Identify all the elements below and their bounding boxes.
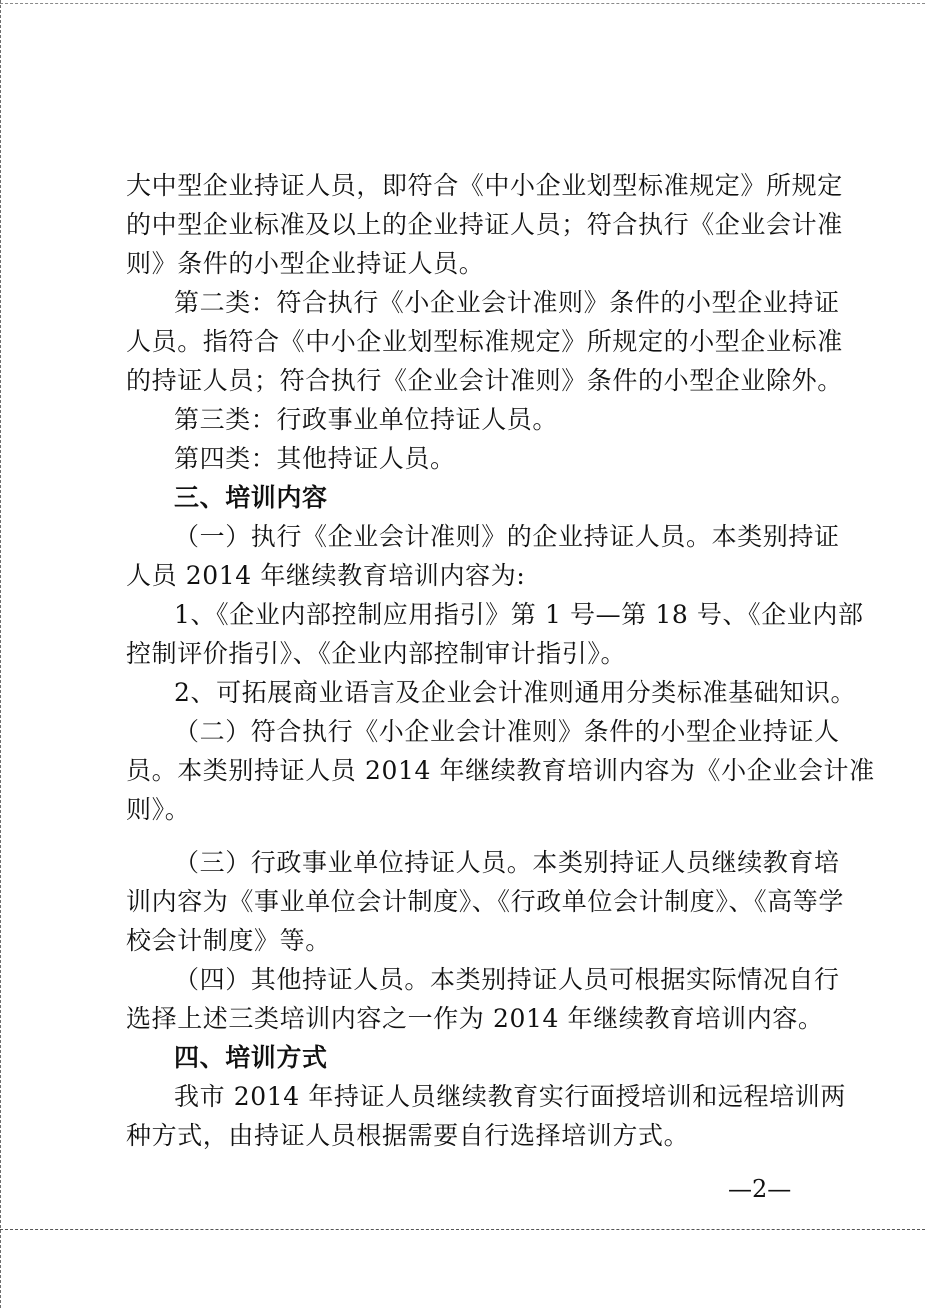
- paragraph-line: 控制评价指引》、《企业内部控制审计指引》。: [126, 639, 627, 668]
- paragraph-line: 第二类：符合执行《小企业会计准则》条件的小型企业持证: [174, 288, 840, 317]
- paragraph-line: 人员。指符合《中小企业划型标准规定》所规定的小型企业标准: [126, 327, 843, 356]
- paragraph-line: （一）执行《企业会计准则》的企业持证人员。本类别持证: [174, 522, 840, 551]
- paragraph-line: 训内容为《事业单位会计制度》、《行政单位会计制度》、《高等学: [126, 887, 845, 916]
- paragraph-line: 人员 2014 年继续教育培训内容为:: [126, 561, 526, 590]
- document-body: [126, 166, 875, 1155]
- paragraph-line: 我市 2014 年持证人员继续教育实行面授培训和远程培训两: [174, 1082, 846, 1111]
- scan-bottom-line: [0, 1229, 925, 1230]
- paragraph-line: 的中型企业标准及以上的企业持证人员；符合执行《企业会计准: [126, 210, 843, 239]
- paragraph-line: （四）其他持证人员。本类别持证人员可根据实际情况自行: [174, 965, 840, 994]
- paragraph-line: 第四类：其他持证人员。: [174, 444, 456, 473]
- paragraph-line: 员。本类别持证人员 2014 年继续教育培训内容为《小企业会计准: [126, 756, 875, 785]
- scan-top-line: [0, 3, 925, 4]
- paragraph-line: 则》条件的小型企业持证人员。: [126, 249, 485, 278]
- paragraph-line: 种方式，由持证人员根据需要自行选择培训方式。: [126, 1121, 690, 1150]
- paragraph-line: 选择上述三类培训内容之一作为 2014 年继续教育培训内容。: [126, 1004, 824, 1033]
- scan-left-edge: [0, 0, 3, 1308]
- paragraph-line: （二）符合执行《小企业会计准则》条件的小型企业持证人: [174, 717, 840, 746]
- paragraph-line: 大中型企业持证人员，即符合《中小企业划型标准规定》所规定: [126, 171, 843, 200]
- paragraph-line: 的持证人员；符合执行《企业会计准则》条件的小型企业除外。: [126, 366, 843, 395]
- paragraph-line: 则》。: [126, 795, 191, 824]
- page-number: —2—: [728, 1175, 792, 1203]
- paragraph-line: 第三类：行政事业单位持证人员。: [174, 405, 559, 434]
- section-heading-training-content: 三、培训内容: [174, 483, 328, 512]
- paragraph-line: 校会计制度》等。: [126, 926, 331, 955]
- paragraph-line: 2、可拓展商业语言及企业会计准则通用分类标准基础知识。: [174, 678, 857, 707]
- section-heading-training-method: 四、培训方式: [174, 1043, 328, 1072]
- paragraph-line: （三）行政事业单位持证人员。本类别持证人员继续教育培: [174, 848, 840, 877]
- paragraph-line: 1、《企业内部控制应用指引》第 1 号—第 18 号、《企业内部: [174, 600, 864, 629]
